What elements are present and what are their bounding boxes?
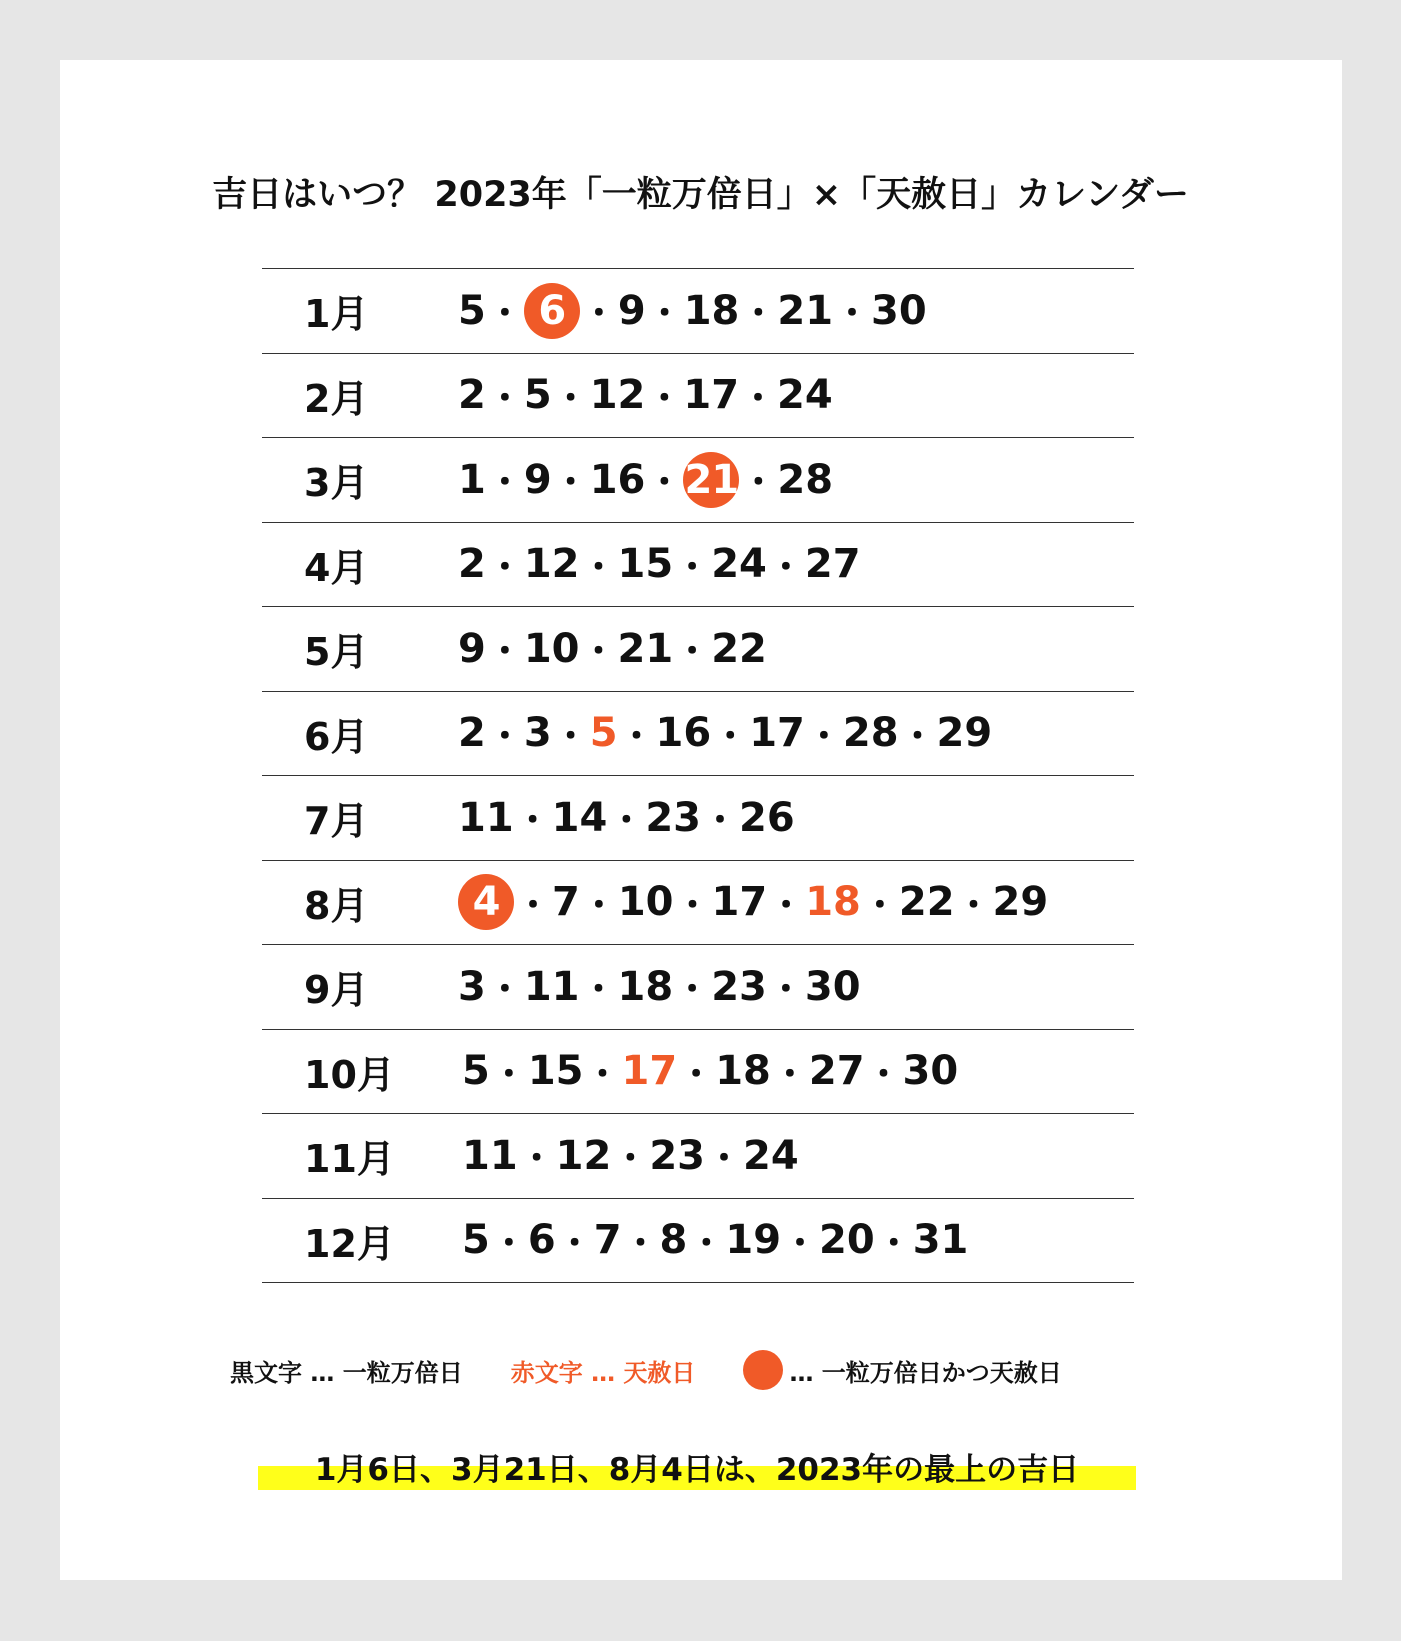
date: 24 <box>777 372 833 419</box>
date: 18 <box>617 963 674 1010</box>
date-separator: ・ <box>612 1138 649 1180</box>
date-list <box>458 607 767 691</box>
date: 11 <box>458 794 514 841</box>
date: 1 <box>458 456 486 503</box>
date: 12 <box>555 1132 612 1179</box>
date: 26 <box>739 794 795 841</box>
month-label: 3月 <box>304 461 369 506</box>
legend-black: 黒文字 … 一粒万倍日 <box>230 1358 463 1387</box>
date: 9 <box>458 625 486 672</box>
date: 21 <box>617 625 674 672</box>
date-separator: ・ <box>518 1138 555 1180</box>
date-separator: ・ <box>608 800 645 842</box>
date-list <box>458 523 861 607</box>
date-separator: ・ <box>486 462 523 504</box>
date: 28 <box>842 710 899 757</box>
date-separator: ・ <box>674 631 711 673</box>
date-separator: ・ <box>514 800 551 842</box>
table-row <box>262 607 1134 692</box>
date-list <box>462 1030 958 1114</box>
date-red: 5 <box>589 710 618 757</box>
date: 30 <box>902 1048 959 1095</box>
date: 17 <box>683 372 740 419</box>
date: 7 <box>552 879 580 926</box>
date: 18 <box>683 287 740 334</box>
date-separator: ・ <box>861 884 898 926</box>
date: 9 <box>523 456 552 503</box>
date-separator: ・ <box>552 377 589 419</box>
legend <box>230 1350 1062 1390</box>
date-separator: ・ <box>740 462 777 504</box>
date: 29 <box>936 710 993 757</box>
table-row <box>262 861 1134 946</box>
table-row <box>262 1114 1134 1199</box>
month-label: 12月 <box>304 1221 395 1266</box>
date: 19 <box>725 1217 782 1264</box>
table-row <box>262 692 1134 777</box>
date: 8 <box>659 1217 688 1264</box>
date: 15 <box>617 541 674 588</box>
date-separator: ・ <box>767 969 804 1011</box>
date-separator: ・ <box>875 1222 912 1264</box>
calendar-table <box>262 268 1134 1283</box>
month-label: 6月 <box>304 714 369 759</box>
page-title: 吉日はいつ？ 2023年「一粒万倍日」×「天赦日」カレンダー <box>212 175 1189 215</box>
date-separator: ・ <box>702 800 739 842</box>
month-label: 11月 <box>304 1137 395 1182</box>
date: 27 <box>804 541 861 588</box>
date: 3 <box>458 963 486 1010</box>
date-separator: ・ <box>771 1053 808 1095</box>
month-label: 8月 <box>304 883 369 928</box>
date-separator: ・ <box>556 1222 593 1264</box>
date-separator: ・ <box>580 631 617 673</box>
date-separator: ・ <box>580 293 617 335</box>
date-separator: ・ <box>740 377 777 419</box>
table-row <box>262 1030 1134 1115</box>
date: 31 <box>912 1217 969 1264</box>
date-list <box>462 1114 799 1198</box>
note-text: 1月6日、3月21日、8月4日は、2023年の最上の吉日 <box>314 1452 1080 1488</box>
date: 29 <box>992 879 1049 926</box>
date-list <box>458 354 833 438</box>
date-separator: ・ <box>580 546 617 588</box>
date-separator: ・ <box>899 715 936 757</box>
date-red: 17 <box>621 1048 678 1095</box>
highlight-note <box>258 1440 1136 1490</box>
date: 5 <box>462 1048 490 1095</box>
month-label: 9月 <box>304 968 369 1013</box>
date: 21 <box>777 287 834 334</box>
date-separator: ・ <box>805 715 842 757</box>
date: 16 <box>655 710 712 757</box>
date-separator: ・ <box>646 462 683 504</box>
legend-circle <box>743 1350 1061 1390</box>
orange-circle-icon <box>743 1350 783 1390</box>
date: 24 <box>711 541 767 588</box>
date-separator: ・ <box>552 715 589 757</box>
month-label: 10月 <box>304 1052 395 1097</box>
date-separator: ・ <box>646 293 683 335</box>
date: 20 <box>819 1217 875 1264</box>
legend-circle-label: … 一粒万倍日かつ天赦日 <box>789 1358 1062 1387</box>
date: 11 <box>462 1132 518 1179</box>
date: 17 <box>711 879 768 926</box>
date: 27 <box>808 1048 865 1095</box>
date: 3 <box>523 710 552 757</box>
date-list <box>458 269 927 353</box>
date-separator: ・ <box>674 969 711 1011</box>
date-list <box>462 1199 968 1283</box>
date: 18 <box>715 1048 771 1095</box>
table-row <box>262 269 1134 354</box>
date-list <box>458 861 1048 945</box>
table-row <box>262 354 1134 439</box>
month-label: 2月 <box>304 376 369 421</box>
date: 5 <box>523 372 552 419</box>
month-label: 4月 <box>304 545 369 590</box>
date-separator: ・ <box>768 884 805 926</box>
date-separator: ・ <box>580 969 617 1011</box>
date: 10 <box>617 879 674 926</box>
table-row <box>262 523 1134 608</box>
date-separator: ・ <box>782 1222 819 1264</box>
date-separator: ・ <box>678 1053 715 1095</box>
date: 9 <box>617 287 646 334</box>
date: 30 <box>871 287 927 334</box>
date: 16 <box>589 456 646 503</box>
date: 2 <box>458 372 486 419</box>
date-separator: ・ <box>552 462 589 504</box>
date: 23 <box>711 963 767 1010</box>
date: 23 <box>649 1132 706 1179</box>
date-circled: 21 <box>683 452 739 508</box>
date: 5 <box>458 287 486 334</box>
date-list <box>458 438 833 522</box>
date-separator: ・ <box>580 884 617 926</box>
date-separator: ・ <box>674 884 711 926</box>
date-circled: 6 <box>524 283 580 339</box>
date-separator: ・ <box>486 631 523 673</box>
date: 23 <box>645 794 702 841</box>
date-separator: ・ <box>486 546 523 588</box>
date-separator: ・ <box>584 1053 621 1095</box>
date-list <box>458 945 861 1029</box>
date-list <box>458 692 992 776</box>
date-separator: ・ <box>490 1222 527 1264</box>
date: 10 <box>523 625 580 672</box>
date-separator: ・ <box>646 377 683 419</box>
date-separator: ・ <box>486 293 523 335</box>
date: 12 <box>589 372 646 419</box>
date-circled: 4 <box>458 874 514 930</box>
date-separator: ・ <box>834 293 871 335</box>
date-separator: ・ <box>688 1222 725 1264</box>
date-separator: ・ <box>486 377 523 419</box>
date-separator: ・ <box>767 546 804 588</box>
table-row <box>262 1199 1134 1284</box>
date-separator: ・ <box>955 884 992 926</box>
date-separator: ・ <box>486 715 523 757</box>
date-separator: ・ <box>618 715 655 757</box>
date-separator: ・ <box>622 1222 659 1264</box>
date: 22 <box>898 879 955 926</box>
table-row <box>262 945 1134 1030</box>
date-separator: ・ <box>706 1138 743 1180</box>
table-row <box>262 438 1134 523</box>
date: 30 <box>804 963 861 1010</box>
date: 6 <box>527 1217 556 1264</box>
date: 22 <box>711 625 767 672</box>
date: 14 <box>551 794 608 841</box>
date-separator: ・ <box>740 293 777 335</box>
date: 2 <box>458 710 486 757</box>
month-label: 7月 <box>304 799 369 844</box>
date-separator: ・ <box>490 1053 527 1095</box>
date: 12 <box>523 541 580 588</box>
date-list <box>458 776 795 860</box>
date-separator: ・ <box>865 1053 902 1095</box>
date-separator: ・ <box>486 969 523 1011</box>
date: 5 <box>462 1217 490 1264</box>
date: 24 <box>743 1132 799 1179</box>
table-row <box>262 776 1134 861</box>
date-separator: ・ <box>674 546 711 588</box>
legend-red: 赤文字 … 天赦日 <box>510 1358 696 1387</box>
date-separator: ・ <box>712 715 749 757</box>
date: 17 <box>749 710 805 757</box>
date: 11 <box>523 963 580 1010</box>
month-label: 5月 <box>304 630 369 675</box>
month-label: 1月 <box>304 292 369 337</box>
date-separator: ・ <box>514 884 551 926</box>
date: 2 <box>458 541 486 588</box>
date: 7 <box>593 1217 622 1264</box>
date: 15 <box>527 1048 584 1095</box>
date-red: 18 <box>805 879 861 926</box>
date: 28 <box>777 456 834 503</box>
